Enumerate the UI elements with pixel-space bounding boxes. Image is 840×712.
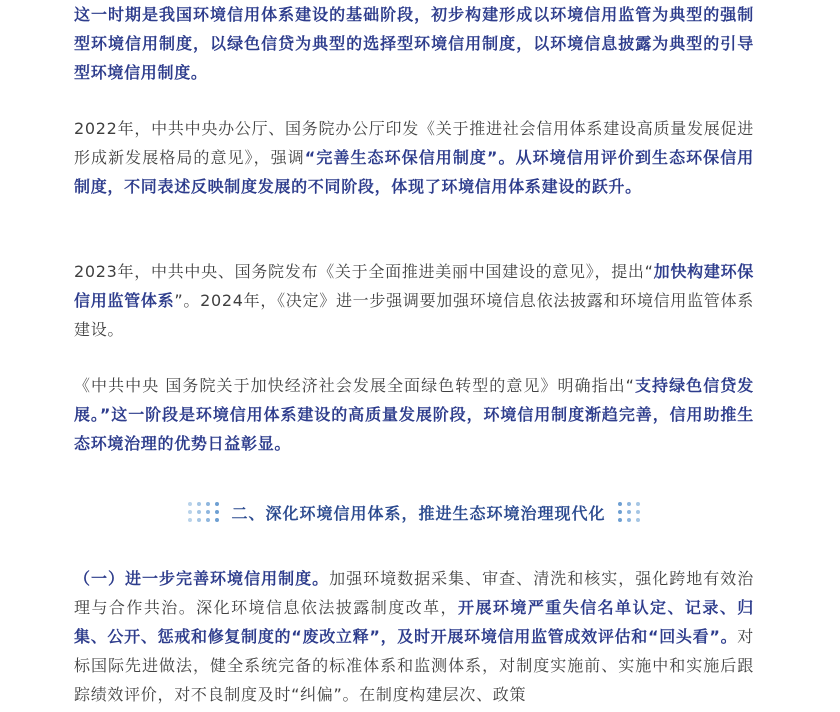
- right-dots-ornament-icon: [618, 502, 640, 522]
- paragraph-2023-opinion: [74, 257, 754, 344]
- paragraph-text: ”。2024年，《决定》进一步强调要加强环境信息依法披露和环境信用监管体系建设。: [74, 291, 754, 339]
- paragraph-2022-opinion: [74, 114, 754, 201]
- left-dots-ornament-icon: [188, 502, 219, 522]
- paragraph-improve-credit-system: [74, 564, 754, 709]
- emphasis-text: ”这一阶段是环境信用体系建设的高质量发展阶段，环境信用制度渐趋完善，信用助推生态环境治理的优势日益彰显。: [74, 405, 754, 453]
- paragraph-text: 加强环境数据采集、审查、清洗和核实，强化跨地有效治理与合作共治。深化环境信息依法披露制度改革，: [74, 569, 754, 617]
- section-heading: [74, 496, 754, 528]
- emphasis-text: “完善生态环保信用制度”。: [304, 148, 516, 167]
- emphasis-text: 加快构建环保信用监管体系: [74, 262, 754, 310]
- paragraph-text: 2023年，中共中央、国务院发布《关于全面推进美丽中国建设的意见》，提出“: [74, 262, 654, 281]
- emphasis-text: 开展环境严重失信名单认定、记录、归集、公开、惩戒和修复制度的“废改立释”，及时开展环境信用监管成效评估和“回头看”。: [74, 598, 754, 646]
- section-heading-text: 二、深化环境信用体系，推进生态环境治理现代化: [231, 503, 606, 523]
- paragraph-text: 这一时期是我国环境信用体系建设的基础阶段，初步构建形成以环境信用监管为典型的强制型环境信用制度，以绿色信贷为典型的选择型环境信用制度，以环境信息披露为典型的引导型环境信用制度。: [74, 5, 754, 82]
- paragraph-text: 对标国际先进做法，健全系统完备的标准体系和监测体系，对制度实施前、实施中和实施后跟踪绩效评价，对不良制度及时“纠偏”。在制度构建层次、政策: [74, 627, 754, 704]
- paragraph-foundation-stage: [74, 0, 754, 87]
- emphasis-text: （一）进一步完善环境信用制度。: [74, 569, 330, 588]
- emphasis-text: 从环境信用评价到生态环保信用制度，不同表述反映制度发展的不同阶段，体现了环境信用体系建设的跃升。: [74, 148, 754, 196]
- paragraph-green-transition: [74, 371, 754, 458]
- emphasis-text: 支持绿色信贷发展。: [74, 376, 754, 424]
- paragraph-text: 《中共中央 国务院关于加快经济社会发展全面绿色转型的意见》明确指出“: [74, 376, 635, 395]
- paragraph-text: 2022年，中共中央办公厅、国务院办公厅印发《关于推进社会信用体系建设高质量发展促进形成新发展格局的意见》，强调: [74, 119, 754, 167]
